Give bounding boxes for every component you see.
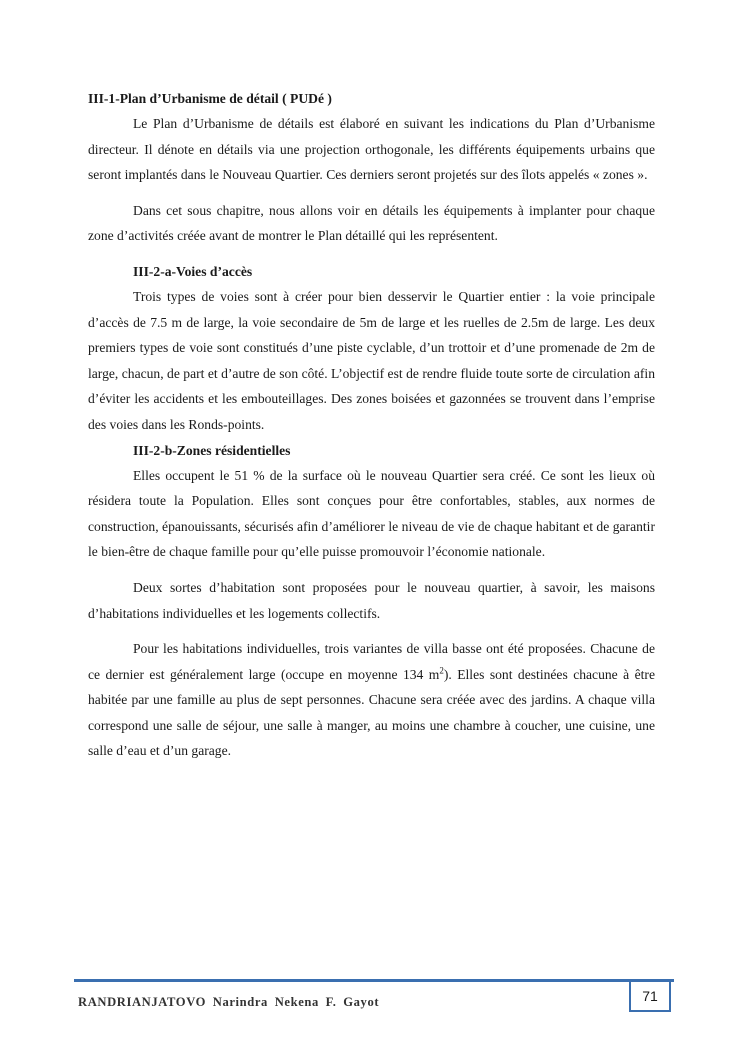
voies-heading: III-2-a-Voies d’accès	[133, 263, 253, 279]
zones-paragraph-3	[88, 636, 655, 764]
page-number: 71	[642, 988, 658, 1004]
zones-paragraph-3-part2: ). Elles sont destinées chacune à être habitée par une famille au plus de sept personnes. Chacune sera créée avec des jardins. A chaque villa correspond une salle de séjour, une salle à manger, au moins une chambre à coucher, une cuisine, une salle d’eau et d’un garage.	[88, 666, 655, 759]
sub-intro-paragraph: Dans cet sous chapitre, nous allons voir en détails les équipements à implanter pour chaque zone d’activités créée avant de montrer le Plan détaillé qui les représentent.	[88, 202, 655, 244]
document-body	[88, 86, 655, 764]
page-number-box	[629, 982, 671, 1012]
zones-heading: III-2-b-Zones résidentielles	[133, 442, 291, 458]
intro-paragraph: Le Plan d’Urbanisme de détails est élaboré en suivant les indications du Plan d’Urbanisme directeur. Il dénote en détails via une projection orthogonale, les différents équipements urbains que seront implantés dans le Nouveau Quartier. Ces derniers seront projetés sur des îlots appelés « zones ».	[88, 116, 655, 183]
voies-paragraph: Trois types de voies sont à créer pour bien desservir le Quartier entier : la voie principale d’accès de 7.5 m de large, la voie secondaire de 5m de large et les ruelles de 2.5m de large. Les deux premiers types de voie sont constitués d’une piste cyclable, d’un trottoir et d’une promenade de 2m de large, chacun, de part et d’autre de son côté. L’objectif est de rendre fluide toute sorte de circulation afin d’éviter les accidents et les embouteillages. Des zones boisées et gazonnées se trouvent dans l’emprise des voies dans les Ronds-points.	[88, 288, 655, 432]
zones-paragraph-3-part1: Pour les habitations individuelles, trois variantes de villa basse ont été proposées. Chacune de ce dernier est généralement large (occupe en moyenne 134 m	[88, 641, 655, 682]
zones-paragraph-2: Deux sortes d’habitation sont proposées pour le nouveau quartier, à savoir, les maisons d’habitations individuelles et les logements collectifs.	[88, 579, 655, 621]
footer-rule	[74, 979, 674, 982]
footer-author: RANDRIANJATOVO Narindra Nekena F. Gayot	[78, 995, 380, 1009]
area-unit-superscript: 2	[439, 665, 444, 676]
zones-paragraph-1: Elles occupent le 51 % de la surface où le nouveau Quartier sera créé. Ce sont les lieux où résidera toute la Population. Elles sont conçues pour être confortables, stables, aux normes de construction, épanouissants, sécurisés afin d’améliorer le niveau de vie de chaque habitant et de garantir le bien-être de chaque famille pour qu’elle puisse promouvoir l’économie nationale.	[88, 467, 655, 560]
section-title: III-1-Plan d’Urbanisme de détail ( PUDé )	[88, 91, 332, 106]
